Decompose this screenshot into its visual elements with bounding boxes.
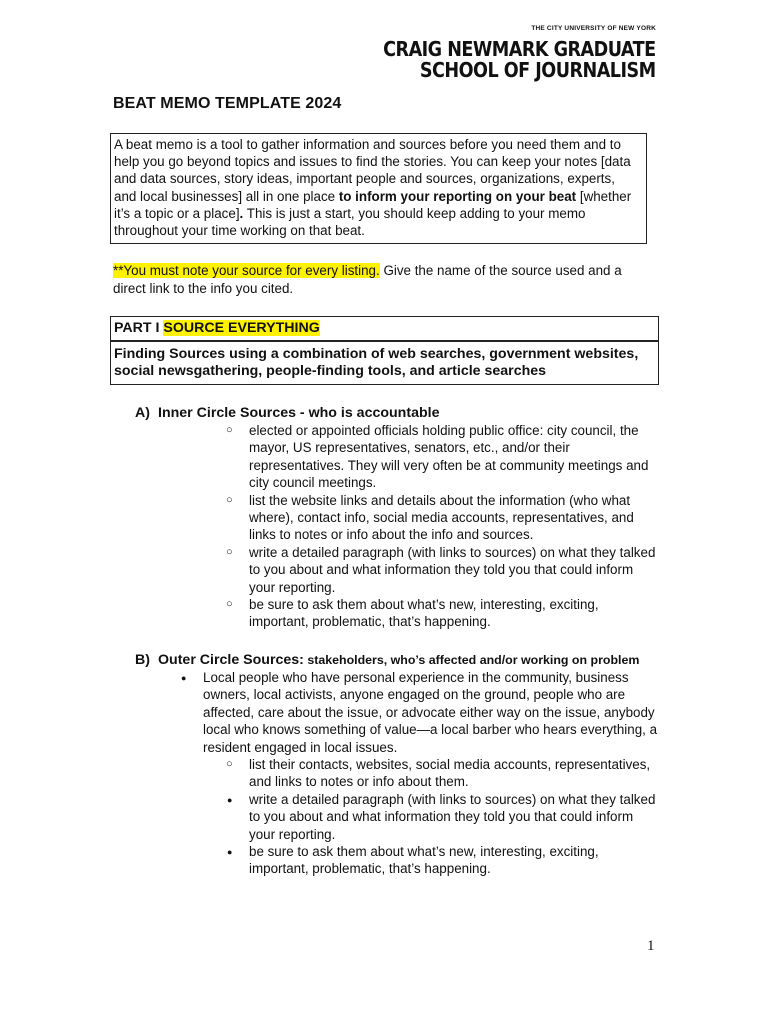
list-item: ● be sure to ask them about what’s new, interesting, exciting, important, problematic, that’s happening.	[135, 843, 660, 878]
list-item: ○ list their contacts, websites, social media accounts, representatives, and links to notes or info about them.	[135, 756, 660, 791]
logo-line-2: SCHOOL OF JOURNALISM	[420, 57, 656, 82]
list-item: ○ write a detailed paragraph (with links to sources) on what they talked to you about and what information they told you that could inform your reporting.	[135, 544, 660, 596]
intro-text-1: A beat memo is a tool to gather information and sources before you need them and to help you go beyond topics and issues to find the stories. You can keep your notes [data and data sources, story ideas, important people and sources, organizations, experts, and local businesses] all in one place	[114, 137, 631, 204]
part-table	[110, 316, 659, 385]
section-a-list	[135, 422, 660, 631]
section-a-title: Inner Circle Sources - who is accountable	[158, 405, 440, 421]
part-subtitle: Finding Sources using a combination of web searches, government websites, social newsgathering, people-finding tools, and article searches	[114, 346, 639, 380]
list-item: ○ elected or appointed officials holding public office: city council, the mayor, US representatives, senators, etc., and/or their representatives. They will very often be at community meetings and city council meetings.	[135, 422, 660, 492]
source-note-text: Give the name of the source used and a direct link to the info you cited.	[113, 263, 622, 296]
section-b-sublist	[135, 756, 660, 878]
section-inner-circle	[135, 405, 660, 631]
source-note	[113, 262, 653, 297]
logo-line-1: CRAIG NEWMARK GRADUATE	[383, 36, 656, 61]
list-item: ○ be sure to ask them about what’s new, interesting, exciting, important, problematic, that’s happening.	[135, 596, 660, 631]
intro-text-2: [whether it’s a topic or a place]	[114, 188, 632, 221]
section-a-letter: A)	[135, 405, 150, 421]
part-label: PART I	[114, 320, 164, 336]
section-a-heading	[135, 405, 660, 422]
intro-box	[110, 133, 647, 244]
section-outer-circle	[135, 652, 660, 878]
part-highlight: SOURCE EVERYTHING	[163, 320, 320, 336]
intro-text-3: This is just a start, you should keep adding to your memo throughout your time working on that beat.	[114, 205, 586, 239]
source-note-highlight: **You must note your source for every listing.	[113, 263, 380, 278]
list-item: ● write a detailed paragraph (with links to sources) on what they talked to you about and what information they told you that could inform your reporting.	[135, 791, 660, 843]
section-b-title: Outer Circle Sources:	[158, 652, 304, 668]
section-b-heading	[135, 652, 660, 669]
intro-bold-2: .	[239, 205, 244, 221]
school-logo	[346, 26, 656, 81]
section-b-letter: B)	[135, 652, 150, 668]
section-b-subtitle: stakeholders, who’s affected and/or working on problem	[303, 653, 640, 667]
section-b-list	[135, 669, 660, 756]
intro-bold-1: to inform your reporting on your beat	[338, 188, 577, 204]
document-title: BEAT MEMO TEMPLATE 2024	[113, 95, 342, 112]
university-name: THE CITY UNIVERSITY OF NEW YORK	[531, 25, 656, 32]
list-item: ● Local people who have personal experience in the community, business owners, local activists, anyone engaged on the ground, people who are affected, care about the issue, or advocate either way on the issue, anybody local who knows something of value—a local barber who hears everything, a resident engaged in local issues.	[135, 669, 660, 756]
part-heading	[111, 317, 658, 342]
page-number: 1	[647, 938, 655, 954]
list-item: ○ list the website links and details about the information (who what where), contact info, social media accounts, representatives, and links to notes or info about the info and sources.	[135, 492, 660, 544]
